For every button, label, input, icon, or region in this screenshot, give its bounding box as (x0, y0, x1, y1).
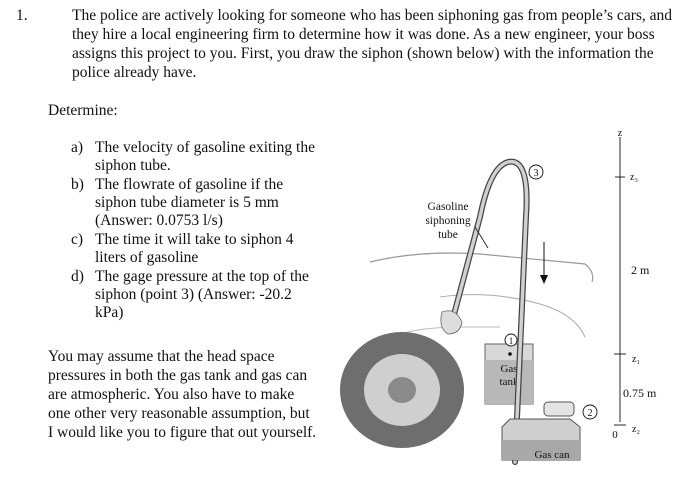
gas-tank-label-2: tank (499, 376, 519, 388)
dim-lower-label: 0.75 m (623, 386, 657, 400)
point-3-label: 3 (533, 168, 539, 179)
gas-can-handle (544, 402, 574, 416)
assumption-paragraph: You may assume that the head space pressures in both the gas tank and gas can are atmospheric. You also have to make one other very reasonable assumption, but I would like you to figure that out yourself. (48, 348, 317, 441)
part-text: The flowrate of gasoline if the siphon tube diameter is 5 mm (Answer: 0.0753 l/s) (95, 176, 284, 229)
determine-heading: Determine: (48, 102, 118, 119)
z-axis-label: z (617, 128, 623, 139)
car-hub (388, 377, 416, 403)
tube-label-2: siphoning (425, 215, 471, 227)
parts-list (71, 139, 321, 323)
part-text: The velocity of gasoline exiting the siphon tube. (95, 139, 315, 174)
siphon-diagram (330, 122, 700, 501)
gas-tank-label-1: Gas (500, 363, 518, 375)
z2-label: z₂ (632, 424, 640, 435)
point-1-label: 1 (508, 336, 514, 346)
part-label: d) (71, 268, 84, 285)
car-window-line (440, 295, 585, 337)
part-label: a) (71, 139, 84, 156)
list-item (71, 176, 321, 230)
car-hood-line (370, 253, 593, 282)
dim-upper-label: 2 m (631, 263, 650, 277)
tube-label-3: tube (438, 229, 458, 241)
z1-label: z₁ (632, 354, 640, 365)
problem-text: The police are actively looking for someone who has been siphoning gas from people’s cars, and they hire a local engineering firm to determine how it was done. As a new engineer, your boss assigns this project to you. First, you draw the siphon (shown below) with the information the police already have. (72, 7, 673, 81)
part-label: b) (71, 176, 84, 193)
flow-arrow-head (540, 275, 548, 284)
origin-label: 0 (612, 429, 618, 441)
problem-statement (16, 6, 686, 82)
problem-number: 1. (16, 7, 28, 24)
part-text: The gage pressure at the top of the siphon (point 3) (Answer: -20.2 kPa) (95, 268, 309, 321)
list-item (71, 268, 321, 322)
siphon-figure (330, 122, 700, 501)
tube-label-1: Gasoline (427, 201, 469, 213)
gas-can-label: Gas can (534, 449, 570, 461)
list-item (71, 231, 321, 267)
z3-label: z₃ (630, 172, 638, 183)
point-2-label: 2 (587, 408, 593, 419)
hand-shape (441, 311, 462, 334)
list-item (71, 139, 321, 175)
part-text: The time it will take to siphon 4 liters of gasoline (95, 231, 294, 266)
point-1-dot (508, 352, 512, 356)
part-label: c) (71, 231, 84, 248)
